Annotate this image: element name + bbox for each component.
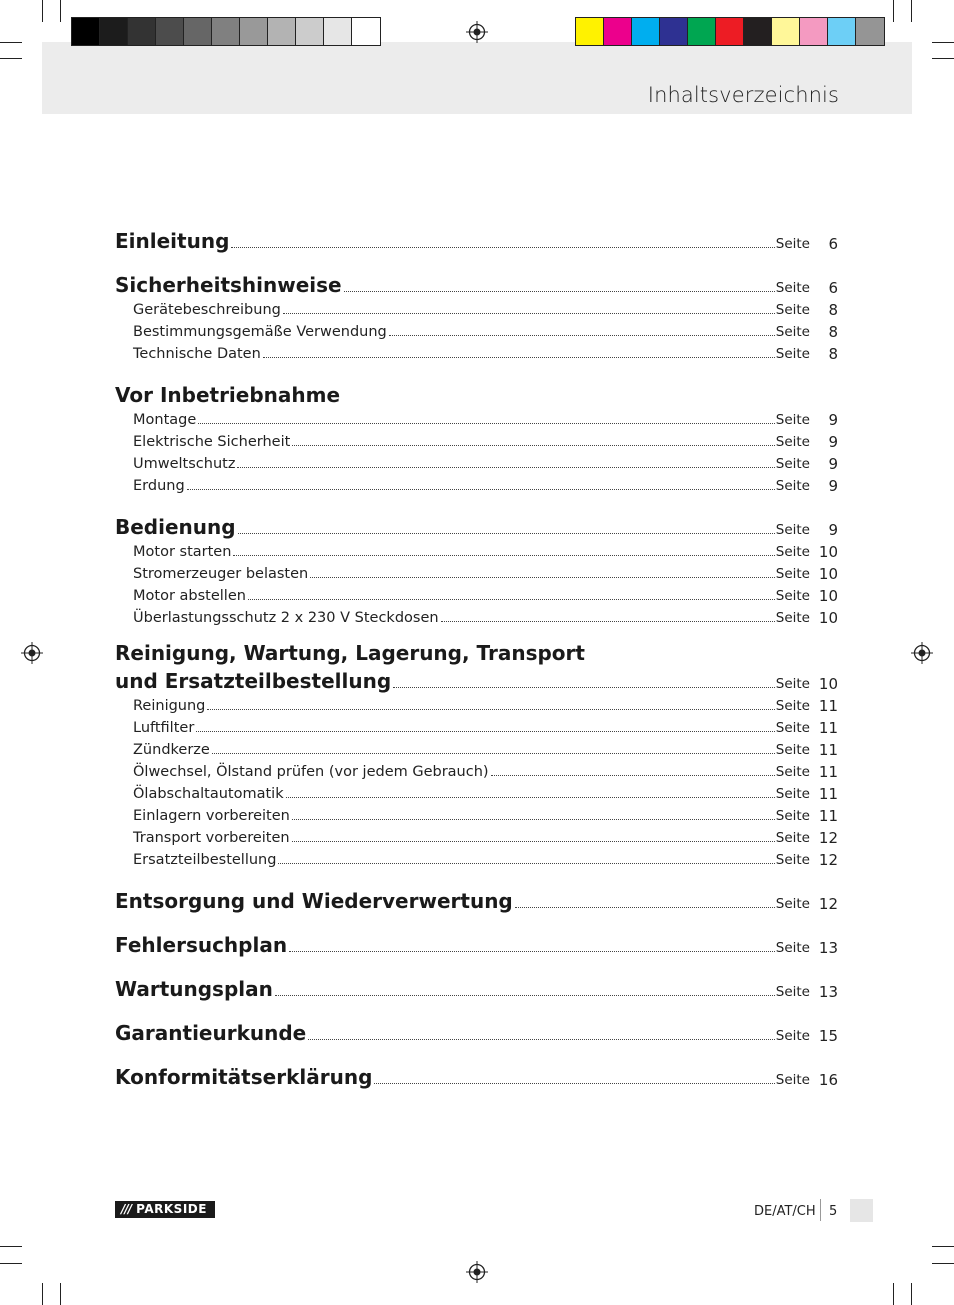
toc-entry-label: Motor abstellen bbox=[133, 588, 246, 604]
crop-mark-bottom-left-h2 bbox=[0, 1263, 22, 1264]
process-swatch bbox=[744, 18, 772, 45]
grayscale-swatch bbox=[156, 18, 184, 45]
toc-section-row[interactable] bbox=[115, 1060, 838, 1088]
grayscale-swatch bbox=[128, 18, 156, 45]
dot-leader bbox=[515, 906, 775, 908]
page-number: 11 bbox=[818, 763, 838, 781]
toc-entry-label: Zündkerze bbox=[133, 742, 210, 758]
dot-leader bbox=[292, 840, 775, 842]
toc-section bbox=[115, 1016, 838, 1044]
toc-section-row[interactable] bbox=[115, 510, 838, 538]
page-word: Seite bbox=[775, 786, 810, 802]
page-number: 10 bbox=[818, 565, 838, 583]
section-gap bbox=[115, 626, 838, 642]
toc-entry-row[interactable] bbox=[115, 472, 838, 494]
registration-mark-left-icon bbox=[21, 642, 43, 664]
grayscale-swatch bbox=[296, 18, 324, 45]
toc-entry-row[interactable] bbox=[115, 846, 838, 868]
toc-section bbox=[115, 884, 838, 912]
page-word: Seite bbox=[775, 588, 810, 604]
toc-entry-label: Stromerzeuger belasten bbox=[133, 566, 309, 582]
crop-mark-bottom-right-h bbox=[932, 1246, 954, 1247]
page-number: 11 bbox=[818, 785, 838, 803]
toc-entry-row[interactable] bbox=[115, 604, 838, 626]
crop-mark-top-right-v bbox=[911, 0, 912, 22]
page-number: 8 bbox=[828, 345, 838, 363]
page-word: Seite bbox=[775, 566, 810, 582]
page-word: Seite bbox=[775, 302, 810, 318]
page-number: 6 bbox=[828, 235, 838, 253]
process-swatch bbox=[632, 18, 660, 45]
section-gap bbox=[115, 494, 838, 510]
toc-entry-label: Reinigung bbox=[133, 698, 206, 714]
page-word: Seite bbox=[775, 830, 810, 846]
toc-entry-label: Erdung bbox=[133, 478, 185, 494]
page-word: Seite bbox=[775, 434, 810, 450]
toc-section-row[interactable] bbox=[115, 224, 838, 252]
registration-mark-right-icon bbox=[911, 642, 933, 664]
dot-leader bbox=[310, 576, 775, 578]
toc-entry-row[interactable] bbox=[115, 450, 838, 472]
toc-section-title: Entsorgung und Wiederverwertung bbox=[115, 889, 513, 913]
dot-leader bbox=[275, 994, 775, 996]
page-number: 11 bbox=[818, 697, 838, 715]
toc-section-title-line1[interactable]: Reinigung, Wartung, Lagerung, Transport bbox=[115, 641, 585, 665]
crop-mark-top-left-h2 bbox=[0, 58, 22, 59]
dot-leader bbox=[212, 752, 775, 754]
dot-leader bbox=[441, 620, 775, 622]
dot-leader bbox=[263, 356, 775, 358]
page-word: Seite bbox=[775, 280, 810, 296]
page-number: 13 bbox=[818, 983, 838, 1001]
dot-leader bbox=[289, 950, 775, 952]
process-swatch bbox=[800, 18, 828, 45]
toc-entry-label: Ersatzteilbestellung bbox=[133, 852, 277, 868]
page-number: 8 bbox=[828, 301, 838, 319]
toc-section bbox=[115, 510, 838, 626]
process-swatch bbox=[688, 18, 716, 45]
grayscale-swatch bbox=[100, 18, 128, 45]
toc-entry-label: Überlastungsschutz 2 x 230 V Steckdosen bbox=[133, 610, 439, 626]
crop-mark-bottom-left-v2 bbox=[60, 1283, 61, 1305]
toc-section-title: Wartungsplan bbox=[115, 977, 273, 1001]
toc-entry-row[interactable] bbox=[115, 692, 838, 714]
page-number: 10 bbox=[818, 543, 838, 561]
page-word: Seite bbox=[775, 1028, 810, 1044]
toc-section-row[interactable] bbox=[115, 268, 838, 296]
process-color-bar bbox=[575, 17, 885, 46]
dot-leader bbox=[393, 686, 775, 688]
crop-mark-bottom-right-h2 bbox=[932, 1263, 954, 1264]
section-gap bbox=[115, 1044, 838, 1060]
toc-section-title: Bedienung bbox=[115, 515, 236, 539]
toc-section-row[interactable] bbox=[115, 1016, 838, 1044]
dot-leader bbox=[292, 818, 775, 820]
dot-leader bbox=[374, 1082, 774, 1084]
toc-entry-row[interactable] bbox=[115, 582, 838, 604]
page-number: 8 bbox=[828, 323, 838, 341]
dot-leader bbox=[292, 444, 774, 446]
toc-section bbox=[115, 642, 838, 868]
dot-leader bbox=[286, 796, 775, 798]
page-word: Seite bbox=[775, 698, 810, 714]
page-word: Seite bbox=[775, 808, 810, 824]
page-number: 9 bbox=[828, 477, 838, 495]
page-number: 10 bbox=[818, 609, 838, 627]
toc-entry-label: Bestimmungsgemäße Verwendung bbox=[133, 324, 387, 340]
dot-leader bbox=[238, 532, 775, 534]
crop-mark-bottom-left-v bbox=[42, 1283, 43, 1305]
toc-entry-label: Umweltschutz bbox=[133, 456, 236, 472]
toc-entry-row[interactable] bbox=[115, 714, 838, 736]
page-word: Seite bbox=[775, 720, 810, 736]
process-swatch bbox=[576, 18, 604, 45]
page-number: 12 bbox=[818, 829, 838, 847]
footer-tab-box bbox=[850, 1199, 873, 1222]
crop-mark-bottom-right-v2 bbox=[893, 1283, 894, 1305]
process-swatch bbox=[660, 18, 688, 45]
section-gap bbox=[115, 956, 838, 972]
process-swatch bbox=[716, 18, 744, 45]
grayscale-swatch bbox=[352, 18, 380, 45]
toc-section bbox=[115, 378, 838, 494]
page-word: Seite bbox=[775, 478, 810, 494]
process-swatch bbox=[772, 18, 800, 45]
toc-section-title: Fehlersuchplan bbox=[115, 933, 288, 957]
toc-section-title: Garantieurkunde bbox=[115, 1021, 307, 1045]
section-gap bbox=[115, 1000, 838, 1016]
page-number: 12 bbox=[818, 895, 838, 913]
section-gap bbox=[115, 912, 838, 928]
page-word: Seite bbox=[775, 610, 810, 626]
toc-section-title: Sicherheitshinweise bbox=[115, 273, 342, 297]
toc-entry-row[interactable] bbox=[115, 802, 838, 824]
grayscale-swatch bbox=[72, 18, 100, 45]
toc-entry-row[interactable] bbox=[115, 406, 838, 428]
toc-entry-label: Montage bbox=[133, 412, 197, 428]
section-gap bbox=[115, 868, 838, 884]
toc-entry-row[interactable] bbox=[115, 428, 838, 450]
toc-section-row[interactable] bbox=[115, 884, 838, 912]
page-word: Seite bbox=[775, 764, 810, 780]
page-number: 11 bbox=[818, 719, 838, 737]
page-word: Seite bbox=[775, 742, 810, 758]
grayscale-swatch bbox=[184, 18, 212, 45]
registration-mark-top-icon bbox=[466, 21, 488, 43]
page-number: 9 bbox=[828, 455, 838, 473]
page-word: Seite bbox=[775, 236, 810, 252]
page-number: 10 bbox=[818, 587, 838, 605]
dot-leader bbox=[233, 554, 774, 556]
page-word: Seite bbox=[775, 346, 810, 362]
brand-slashes: /// bbox=[121, 1202, 132, 1216]
page-number: 11 bbox=[818, 741, 838, 759]
toc-section-row[interactable] bbox=[115, 972, 838, 1000]
grayscale-swatch bbox=[324, 18, 352, 45]
dot-leader bbox=[237, 466, 774, 468]
dot-leader bbox=[248, 598, 775, 600]
toc-section-row[interactable] bbox=[115, 378, 838, 406]
crop-mark-top-right-h bbox=[932, 42, 954, 43]
footer-page-number: 5 bbox=[829, 1204, 838, 1219]
crop-mark-top-right-v2 bbox=[893, 0, 894, 22]
footer-region-code: DE/AT/CH bbox=[754, 1204, 816, 1219]
toc-entry-label: Motor starten bbox=[133, 544, 232, 560]
page-number: 6 bbox=[828, 279, 838, 297]
process-swatch bbox=[828, 18, 856, 45]
registration-mark-bottom-icon bbox=[466, 1261, 488, 1283]
toc-section-title: Einleitung bbox=[115, 229, 230, 253]
toc-section-row[interactable] bbox=[115, 928, 838, 956]
toc-section bbox=[115, 268, 838, 362]
crop-mark-top-left-h bbox=[0, 42, 22, 43]
page-number: 9 bbox=[828, 521, 838, 539]
section-gap bbox=[115, 362, 838, 378]
page-word: Seite bbox=[775, 544, 810, 560]
dot-leader bbox=[198, 422, 774, 424]
toc-section-title: und Ersatzteilbestellung bbox=[115, 669, 392, 693]
toc-entry-row[interactable] bbox=[115, 736, 838, 758]
toc-section-title: Konformitätserklärung bbox=[115, 1065, 373, 1089]
page-number: 13 bbox=[818, 939, 838, 957]
toc-entry-label: Einlagern vorbereiten bbox=[133, 808, 290, 824]
page-word: Seite bbox=[775, 456, 810, 472]
page-word: Seite bbox=[775, 522, 810, 538]
toc-entry-row[interactable] bbox=[115, 780, 838, 802]
page-number: 16 bbox=[818, 1071, 838, 1089]
crop-mark-top-left-v bbox=[42, 0, 43, 22]
page-number: 10 bbox=[818, 675, 838, 693]
page-word: Seite bbox=[775, 1072, 810, 1088]
crop-mark-bottom-right-v bbox=[911, 1283, 912, 1305]
page-title: Inhaltsverzeichnis bbox=[647, 83, 839, 107]
page-word: Seite bbox=[775, 940, 810, 956]
process-swatch bbox=[604, 18, 632, 45]
page-word: Seite bbox=[775, 412, 810, 428]
dot-leader bbox=[283, 312, 775, 314]
toc-entry-row[interactable] bbox=[115, 538, 838, 560]
toc-entry-label: Ölabschaltautomatik bbox=[133, 786, 284, 802]
toc-entry-row[interactable] bbox=[115, 560, 838, 582]
dot-leader bbox=[278, 862, 774, 864]
footer-divider bbox=[820, 1199, 821, 1221]
toc-entry-row[interactable] bbox=[115, 824, 838, 846]
dot-leader bbox=[187, 488, 775, 490]
toc-entry-label: Technische Daten bbox=[133, 346, 261, 362]
toc-section bbox=[115, 928, 838, 956]
grayscale-swatch bbox=[268, 18, 296, 45]
process-swatch bbox=[856, 18, 884, 45]
toc-entry-label: Elektrische Sicherheit bbox=[133, 434, 291, 450]
toc-entry-label: Transport vorbereiten bbox=[133, 830, 290, 846]
page-word: Seite bbox=[775, 676, 810, 692]
parkside-logo bbox=[115, 1201, 215, 1218]
toc-section bbox=[115, 224, 838, 252]
toc-entry-label: Ölwechsel, Ölstand prüfen (vor jedem Gebrauch) bbox=[133, 764, 489, 780]
page-word: Seite bbox=[775, 324, 810, 340]
toc-entry-row[interactable] bbox=[115, 758, 838, 780]
page-number: 9 bbox=[828, 433, 838, 451]
grayscale-swatch bbox=[212, 18, 240, 45]
dot-leader bbox=[389, 334, 775, 336]
toc-entry-row[interactable] bbox=[115, 340, 838, 362]
brand-name: PARKSIDE bbox=[136, 1202, 207, 1216]
table-of-contents bbox=[115, 224, 838, 1088]
toc-entry-row[interactable] bbox=[115, 296, 838, 318]
toc-entry-label: Luftfilter bbox=[133, 720, 195, 736]
crop-mark-top-right-h2 bbox=[932, 58, 954, 59]
dot-leader bbox=[196, 730, 774, 732]
crop-mark-top-left-v2 bbox=[60, 0, 61, 22]
toc-section bbox=[115, 972, 838, 1000]
dot-leader bbox=[491, 774, 775, 776]
toc-section-title: Vor Inbetriebnahme bbox=[115, 383, 341, 407]
section-gap bbox=[115, 252, 838, 268]
crop-mark-bottom-left-h bbox=[0, 1246, 22, 1247]
dot-leader bbox=[207, 708, 774, 710]
page-number: 11 bbox=[818, 807, 838, 825]
dot-leader bbox=[344, 290, 775, 292]
toc-entry-row[interactable] bbox=[115, 318, 838, 340]
dot-leader bbox=[308, 1038, 775, 1040]
page-word: Seite bbox=[775, 852, 810, 868]
toc-section bbox=[115, 1060, 838, 1088]
page-number: 15 bbox=[818, 1027, 838, 1045]
toc-section-row[interactable] bbox=[115, 664, 838, 692]
page-number: 12 bbox=[818, 851, 838, 869]
dot-leader bbox=[231, 246, 774, 248]
page-word: Seite bbox=[775, 896, 810, 912]
page-number: 9 bbox=[828, 411, 838, 429]
page-word: Seite bbox=[775, 984, 810, 1000]
toc-entry-label: Gerätebeschreibung bbox=[133, 302, 281, 318]
grayscale-color-bar bbox=[71, 17, 381, 46]
grayscale-swatch bbox=[240, 18, 268, 45]
